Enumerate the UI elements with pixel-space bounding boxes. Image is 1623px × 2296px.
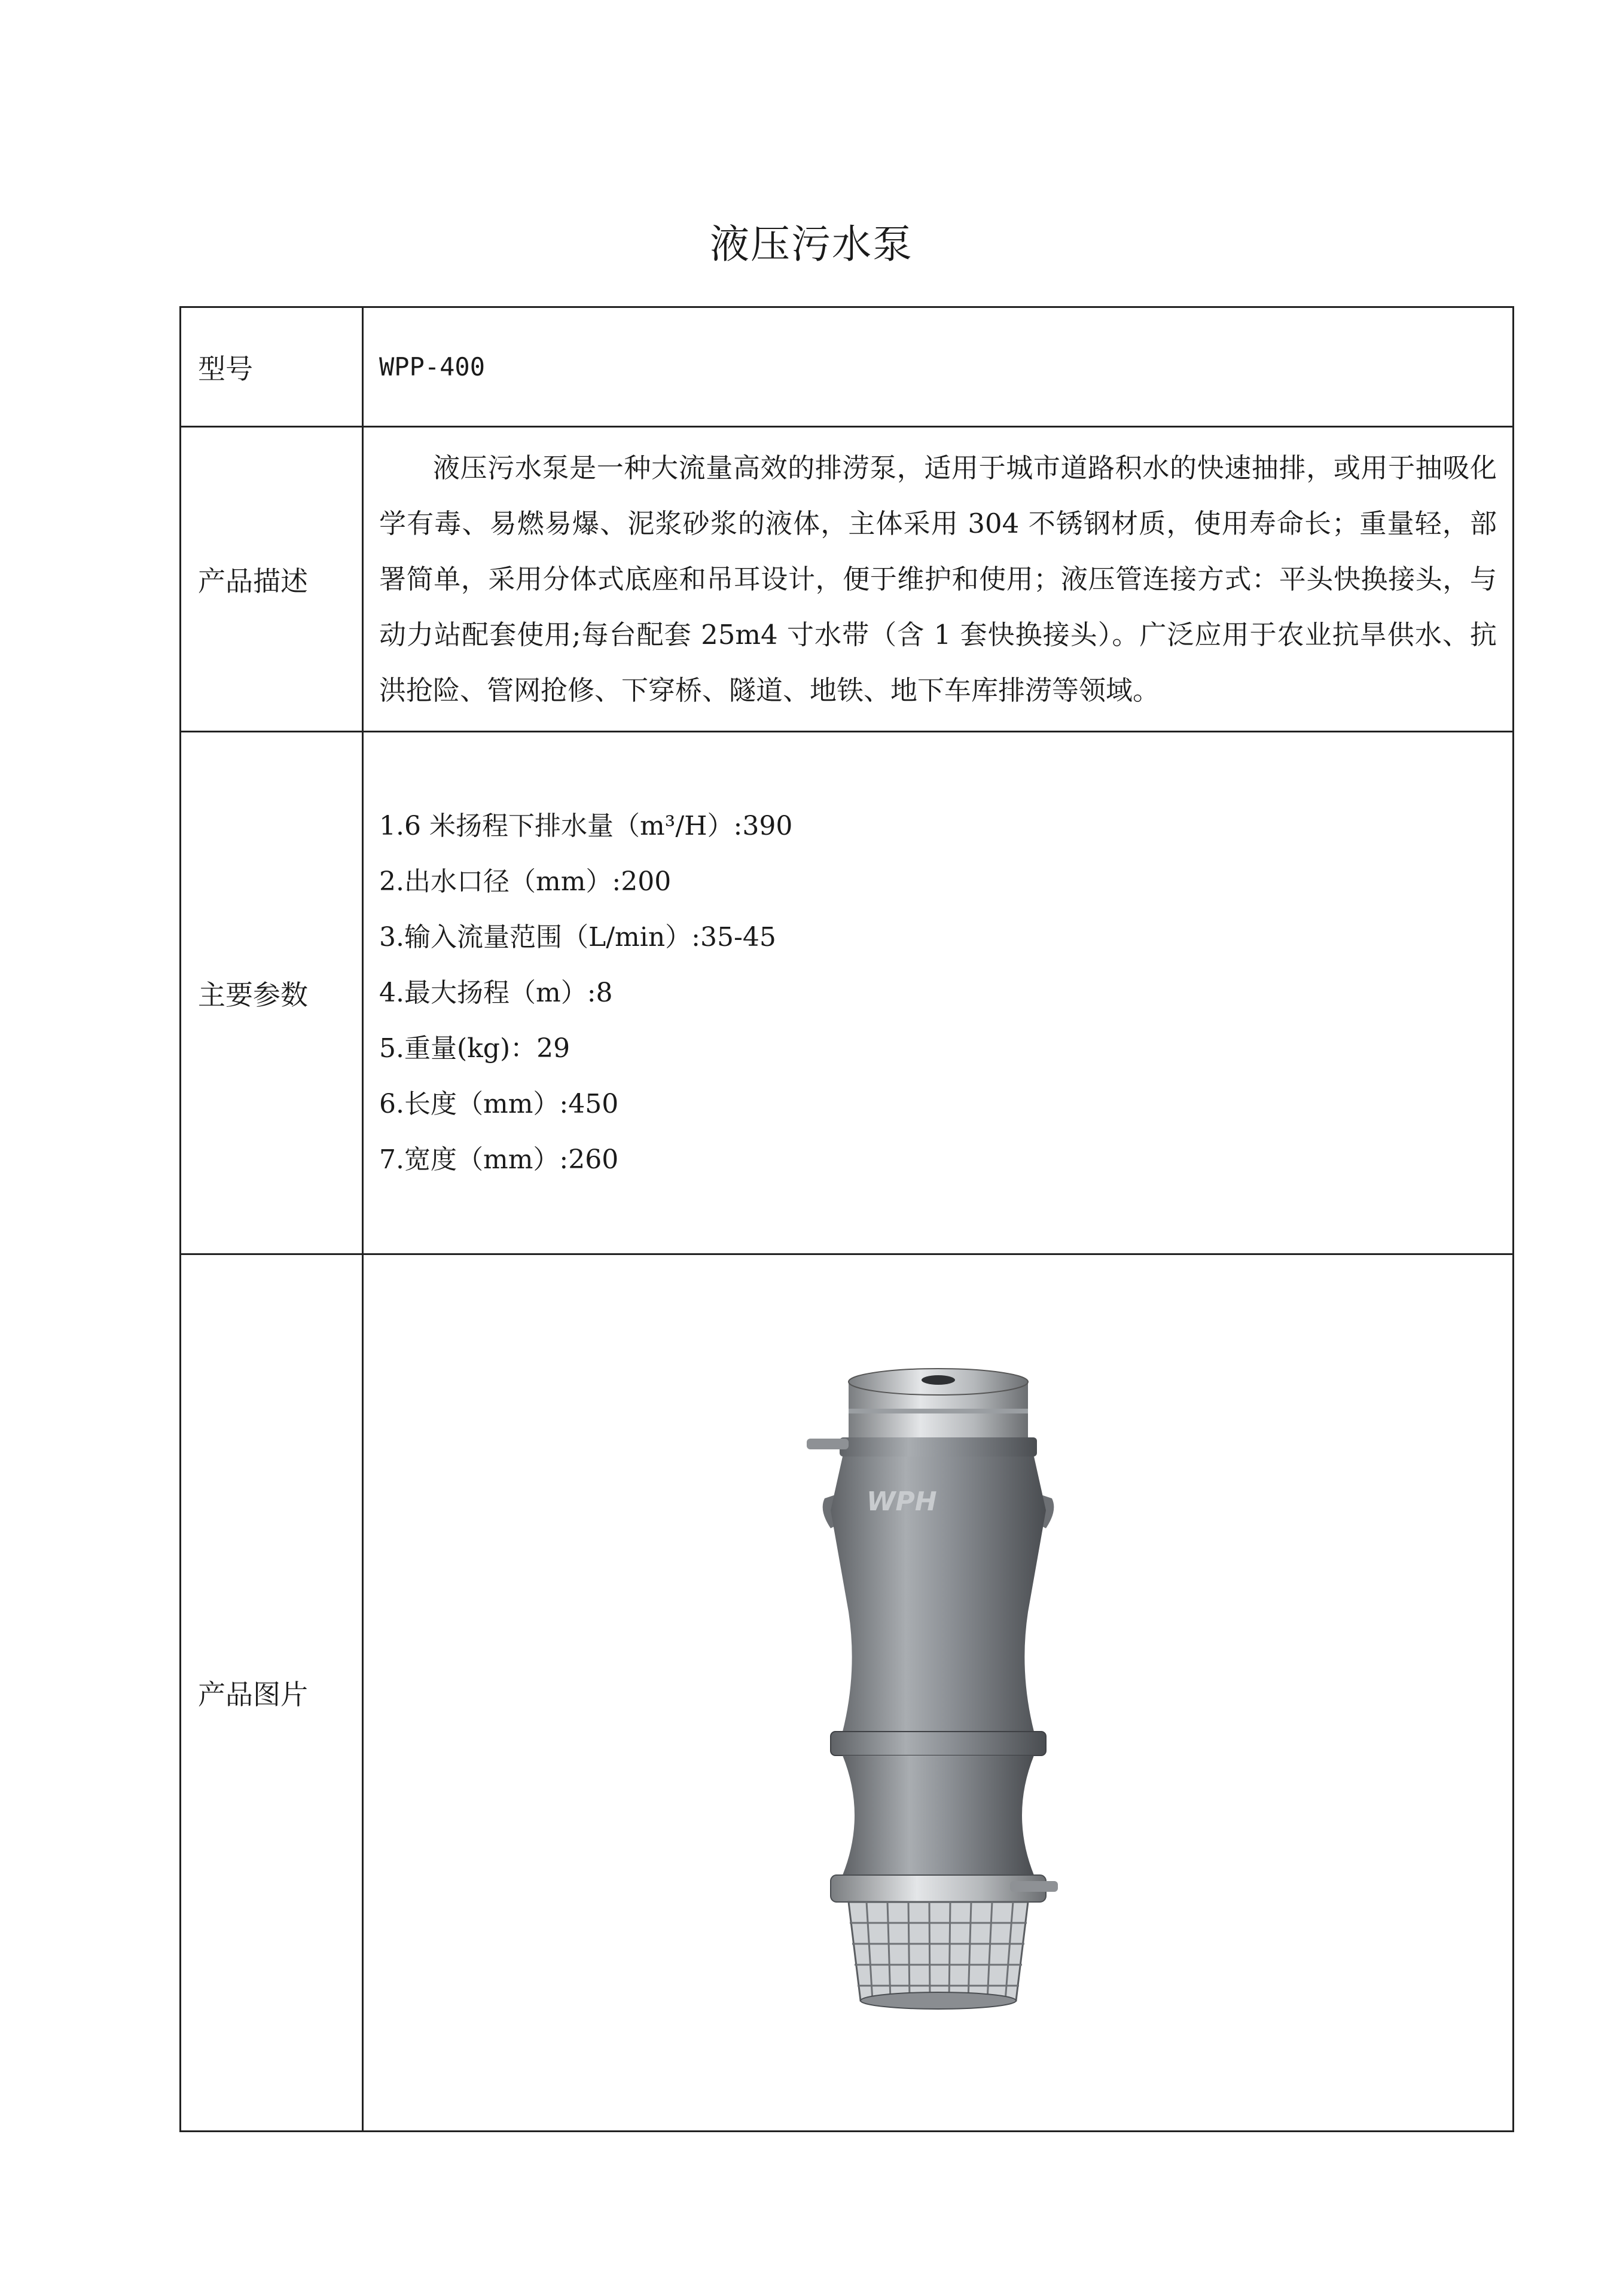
- model-value-cell: [363, 307, 1514, 427]
- description-cell: [363, 427, 1514, 732]
- table-row-params: [181, 732, 1514, 1254]
- description-label: 产品描述: [181, 427, 363, 732]
- table-row-description: [181, 427, 1514, 732]
- params-list: [379, 798, 1497, 1187]
- spec-table: [179, 306, 1514, 2132]
- params-label: 主要参数: [181, 732, 363, 1254]
- param-item: 4.最大扬程（m）:8: [379, 978, 613, 1008]
- table-row-image: [181, 1254, 1514, 2132]
- param-item: 6.长度（mm）:450: [379, 1089, 619, 1119]
- table-row-model: [181, 307, 1514, 427]
- param-item: 1.6 米扬程下排水量（m³/H）:390: [379, 811, 793, 841]
- brand-mark: WPH: [866, 1486, 937, 1517]
- pump-product-image: [783, 1361, 1094, 2019]
- page-title: 液压污水泵: [710, 221, 913, 267]
- param-item: 3.输入流量范围（L/min）:35-45: [379, 922, 776, 952]
- image-label: 产品图片: [181, 1254, 363, 2132]
- param-item: 7.宽度（mm）:260: [379, 1144, 619, 1175]
- param-item: 5.重量(kg)：29: [379, 1033, 571, 1064]
- image-cell: [363, 1254, 1514, 2132]
- description-text: 液压污水泵是一种大流量高效的排涝泵，适用于城市道路积水的快速抽排，或用于抽吸化学有毒、易燃易爆、泥浆砂浆的液体，主体采用 304 不锈钢材质，使用寿命长；重量轻，部署简单，采用分体式底座和吊耳设计，便于维护和使用；液压管连接方式：平头快换接头，与动力站配套使用;每台配套 25m4 寸水带（含 1 套快换接头）。广泛应用于农业抗旱供水、抗洪抢险、管网抢修、下穿桥、隧道、地铁、地下车库排涝等领域。: [379, 452, 1497, 706]
- model-value: WPP-400: [379, 352, 486, 381]
- params-cell: [363, 732, 1514, 1254]
- param-item: 2.出水口径（mm）:200: [379, 866, 672, 897]
- model-label: 型号: [181, 307, 363, 427]
